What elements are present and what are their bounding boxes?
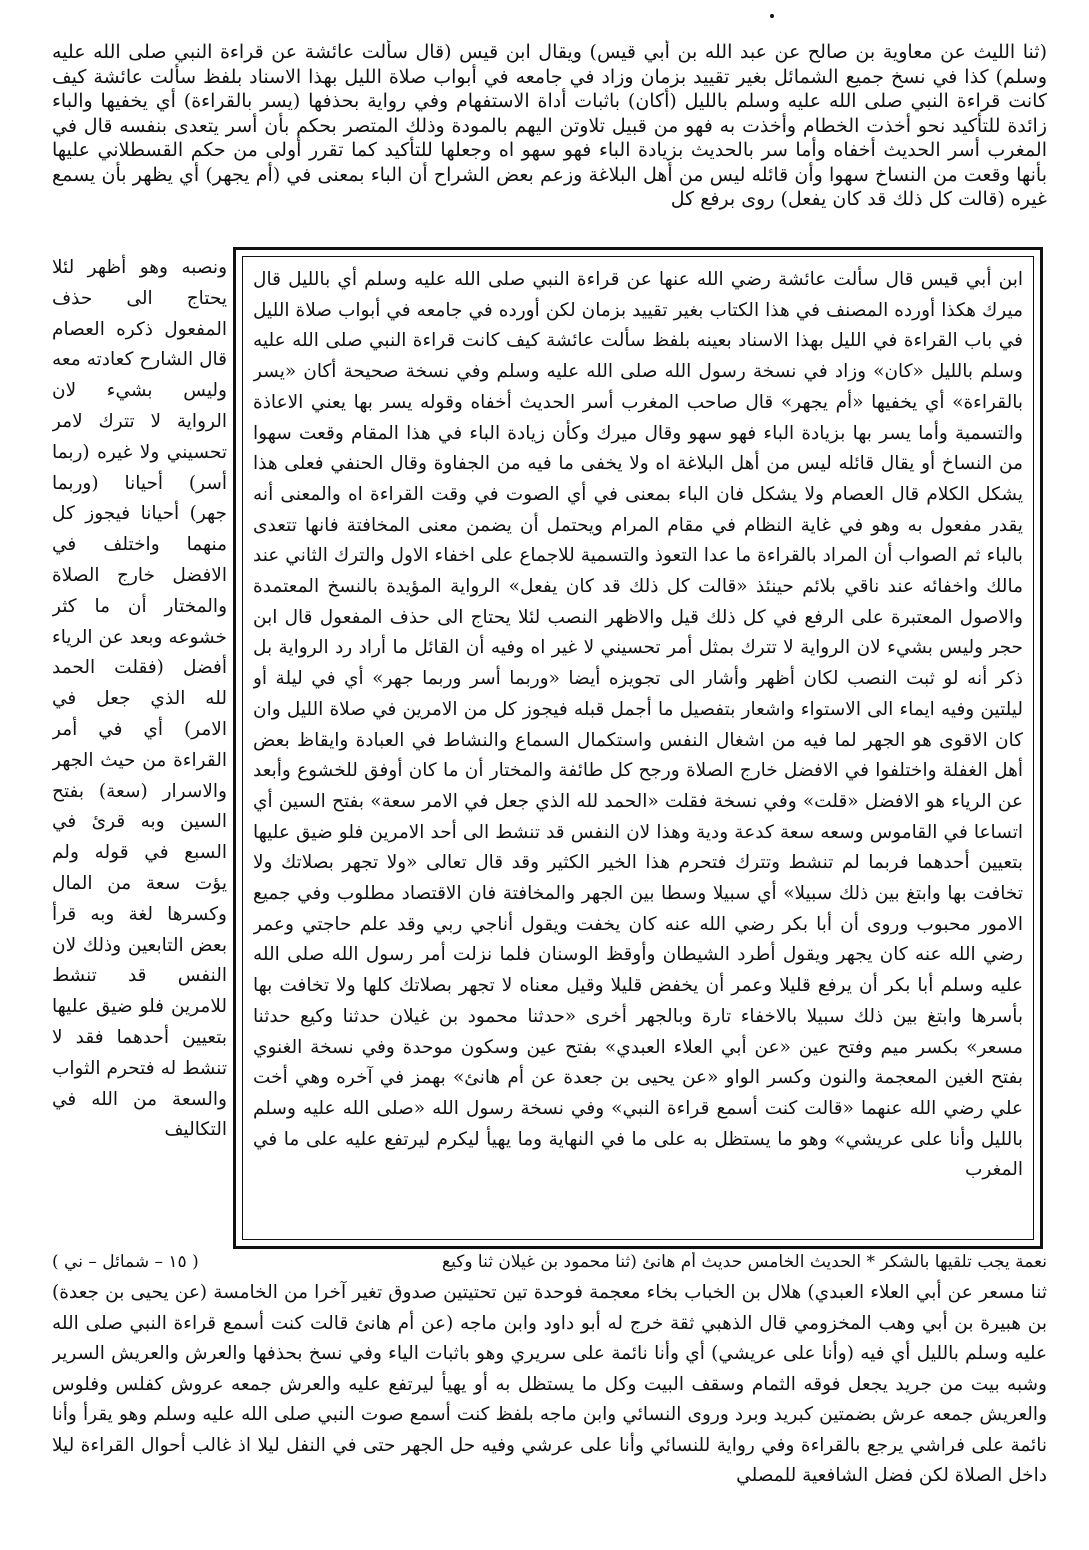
bottom-commentary-text: ثنا مسعر عن أبي العلاء العبدي) هلال بن الخباب بخاء معجمة فوحدة تين تحتيتين صدوق تغير آخرا من الخامسة (عن يحيى بن جعدة) بن هبيرة بن أبي وهب المخزومي قال الذهبي ثقة خرج له أبو داود وابن ماجه (عن أم هانئ قالت كنت أسمع قراءة النبي صلى الله عليه وسلم بالليل أي فيه (وأنا على عريشي) أي وأنا نائمة على سريري وهو باثبات الياء وفي نسخ بحذفها والعرش والعريش السرير وشبه بيت من جريد يجعل فوقه الثمام وسقف البيت وكل ما يستظل به أو يهيأ ليرتفع عليه والعرش جمعه عروش كفلس وفلوس والعريش جمعه عرش بضمتين كبريد وبرد وروى النسائي وابن ماجه بلفظ كنت أسمع صوت النبي صلى الله عليه وسلم وهو يقرأ وأنا نائمة على فراشي يرجع بالقراءة وفي رواية للنسائي وأنا على عرشي وفيه حل الجهر حتى في النفل ليلا اذ غالب أحوال القراءة ليلا داخل الصلاة لكن فضل الشافعية للمصلي xyxy=(52,1282,1047,1486)
ink-dot xyxy=(770,14,774,18)
footer-line xyxy=(52,1252,1047,1278)
margin-commentary-column xyxy=(52,253,227,1253)
bottom-commentary-block xyxy=(52,1278,1047,1528)
main-text-body xyxy=(253,265,1023,1231)
main-text-paragraph: ابن أبي قيس قال سألت عائشة رضي الله عنها عن قراءة النبي صلى الله عليه وسلم أي بالليل قال ميرك هكذا أورده المصنف في هذا الكتاب بغير تقييد بزمان لكن أورده في جامعه في أبواب صلاة الليل في باب القراءة في الليل بهذا الاسناد بعينه بلفظ سألت عائشة كيف كانت قراءة النبي صلى الله عليه وسلم بالليل «كان» وزاد في نسخة رسول الله صلى الله عليه وسلم وفي نسخة صحيحة أكان «يسر بالقراءة» أي يخفيها «أم يجهر» قال صاحب المغرب أسر الحديث أخفاه وقوله يسر بها يعني الاعاذة والتسمية وأما يسر بها بزيادة الباء فهو سهو وقال ميرك وكأن زيادة الباء في هذا المقام وقعت سهوا من النساخ أو يقال قائله ليس من أهل البلاغة اه ولا يخفى ما فيه من الجفاوة وقال الحنفي فعلى هذا يشكل الكلام قال العصام ولا يشكل فان الباء بمعنى في أي الصوت في وقت القراءة اه والمعنى أنه يقدر مفعول به وهو في غاية النظام في مقام المرام ويحتمل أن يضمن معنى المخافتة فانها تتعدى بالباء ثم الصواب أن المراد بالقراءة ما عدا التعوذ والتسمية للاجماع على اخفاء الاول والترك الثاني عند مالك واخفائه عند ناقي بلائم حينئذ «قالت كل ذلك قد كان يفعل» الرواية المؤيدة بالنسخ المعتمدة والاصول المعتبرة على الرفع في كل ذلك قيل والاظهر النصب لئلا يحتاج الى حذف المفعول قال ابن حجر وليس بشيء لان الرواية لا تترك بمثل أمر تحسيني لا غير اه وفيه أن القائل ما أراد رد الرواية بل ذكر أنه لو ثبت النصب لكان أظهر وأشار الى تجويزه أيضا «وربما أسر وربما جهر» أي في ليلة أو ليلتين وفيه ايماء الى الاستواء واشعار بتفصيل ما أجمل قبله فيجوز كل من الامرين في صلاة الليل وان كان الاقوى هو الجهر لما فيه من اشغال النفس واستكمال السماع والنشاط في العبادة وايقاظ بعض أهل الغفلة واختلفوا في الافضل خارج الصلاة ورجح كل طائفة والمختار أن ما كان أوفق للخشوع وأبعد عن الرياء هو الافضل «قلت» وفي نسخة فقلت «الحمد لله الذي جعل في الامر سعة» بفتح السين أي اتساعا في القاموس وسعه سعة كدعة ودية وهذا لان النفس قد تنشط الى أحد الامرين فلو ضيق عليها بتعيين أحدهما فربما لم تنشط وتترك فتحرم هذا الخير الكثير وقد قال تعالى «ولا تجهر بصلاتك ولا تخافت بها وابتغ بين ذلك سبيلا» أي سبيلا وسطا بين الجهر والمخافتة فان الاقتصاد مطلوب وفي جميع الامور محبوب وروى أن أبا بكر رضي الله عنه كان يخفت ويقول أناجي ربي وقد علم حاجتي وعمر رضي الله عنه كان يجهر ويقول أطرد الشيطان وأوقظ الوسنان فلما نزلت أمر رسول الله صلى الله عليه وسلم أبا بكر أن يرفع قليلا وعمر أن يخفض قليلا وقيل معناه لا تجهر بصلاتك كلها ولا تخافت بها بأسرها وابتغ بين ذلك سبيلا بالاخفاء تارة وبالجهر أخرى «حدثنا محمود بن غيلان حدثنا وكيع حدثنا مسعر» بكسر ميم وفتح عين «عن أبي العلاء العبدي» بفتح عين وسكون موحدة وفي نسخة الغنوي بفتح الغين المعجمة والنون وكسر الواو «عن يحيى بن جعدة عن أم هانئ» بهمز في آخره وهي أخت علي رضي الله عنهما «قالت كنت أسمع قراءة النبي» وفي نسخة رسول الله «صلى الله عليه وسلم بالليل وأنا على عريشي» وهو ما يستظل به على ما في النهاية وما يهيأ ليكرم ليرتفع عليه على ما في المغرب xyxy=(253,269,1023,1181)
main-text-frame xyxy=(233,247,1043,1249)
main-text-frame-inner xyxy=(242,256,1034,1240)
footer-text: نعمة يجب تلقيها بالشكر * الحديث الخامس حديث أم هانئ (ثنا محمود بن غيلان ثنا وكيع xyxy=(442,1252,1047,1272)
top-commentary-text: (ثنا الليث عن معاوية بن صالح عن عبد الله بن أبي قيس) ويقال ابن قيس (قال سألت عائشة عن قراءة النبي صلى الله عليه وسلم) كذا في نسخ جميع الشمائل بغير تقييد بزمان وزاد في جامعه في أبواب صلاة الليل بهذا الاسناد بلفظ سألت عائشة كيف كانت قراءة النبي صلى الله عليه وسلم بالليل (أكان) باثبات أداة الاستفهام وفي رواية بحذفها (يسر بالقراءة) أي يخفيها والباء زائدة للتأكيد نحو أخذت الخطام وأخذت به فهو من قبيل تلاوتن اليهم بالمودة وذلك المتصر بحكم بأن أسر يتعدى بنفسه قال في المغرب أسر الحديث أخفاه وأما سر بالحديث بزيادة الباء فهو سهو اه وجعلها للتأكيد كما تقرر أولى من حكم القسطلاني عليها بأنها وقعت من النساخ سهوا وأن قائله ليس من أهل البلاغة وزعم بعض الشراح أن الباء بمعنى في (أم يجهر) أي يظهر بأن يسمع غيره (قالت كل ذلك قد كان يفعل) روى برفع كل xyxy=(52,41,1047,210)
margin-commentary-text: ونصبه وهو أظهر لئلا يحتاج الى حذف المفعول ذكره العصام قال الشارح كعادته معه وليس بشيء لان الرواية لا تترك لامر تحسيني ولا غيره (ربما أسر) أحيانا (وربما جهر) أحيانا فيجوز كل منهما واختلف في الافضل خارج الصلاة والمختار أن ما كثر خشوعه وبعد عن الرياء أفضل (فقلت الحمد لله الذي جعل في الامر) أي في أمر القراءة من حيث الجهر والاسرار (سعة) بفتح السين وبه قرئ في السبع في قوله ولم يؤت سعة من المال وكسرها لغة وبه قرأ بعض التابعين وذلك لان النفس قد تنشط للامرين فلو ضيق عليها بتعيين أحدهما فقد لا تنشط له فتحرم الثواب والسعة من الله في التكاليف xyxy=(52,257,227,1141)
top-commentary-block xyxy=(52,40,1047,245)
signature-mark: ( ١٥ – شمائل – ني ) xyxy=(52,1252,199,1272)
